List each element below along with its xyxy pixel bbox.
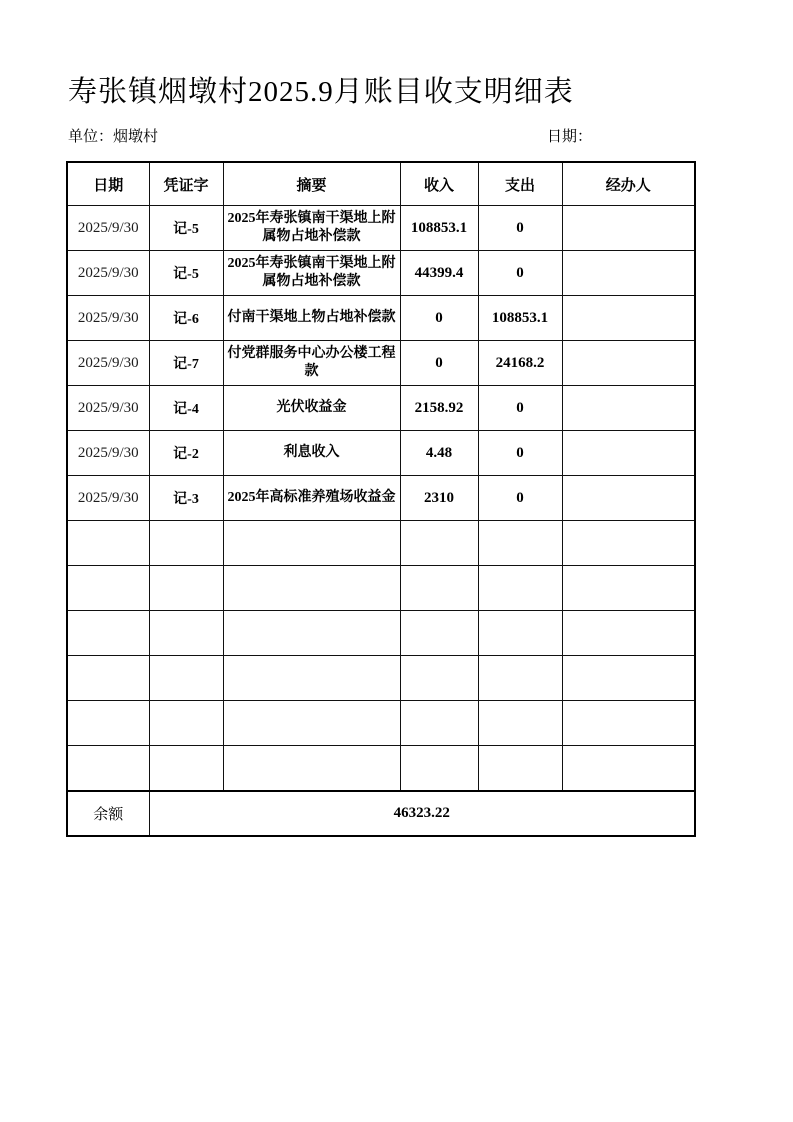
empty-cell [400,701,478,746]
empty-cell [223,746,400,792]
date-cell: 2025/9/30 [67,341,149,386]
voucher-cell: 记-7 [149,341,223,386]
empty-cell [67,746,149,792]
empty-cell [67,521,149,566]
empty-cell [149,566,223,611]
handler-cell [562,386,695,431]
table-row [67,296,695,341]
empty-cell [478,611,562,656]
voucher-cell: 记-4 [149,386,223,431]
empty-cell [562,566,695,611]
expense-cell: 0 [478,251,562,296]
empty-cell [400,566,478,611]
column-header-handler: 经办人 [562,162,695,206]
income-cell: 4.48 [400,431,478,476]
income-cell: 2158.92 [400,386,478,431]
empty-cell [149,611,223,656]
date-cell: 2025/9/30 [67,296,149,341]
expense-cell: 0 [478,206,562,251]
voucher-cell: 记-6 [149,296,223,341]
handler-cell [562,206,695,251]
table-row [67,476,695,521]
unit-label: 单位：烟墩村 [68,129,159,145]
empty-cell [149,746,223,792]
voucher-cell: 记-5 [149,206,223,251]
balance-row [67,791,695,836]
empty-cell [562,521,695,566]
page-title: 寿张镇烟墩村2025.9月账目收支明细表 [68,76,574,108]
empty-cell [400,746,478,792]
empty-cell [562,701,695,746]
empty-cell [223,566,400,611]
summary-cell: 2025年高标准养殖场收益金 [223,476,400,521]
summary-cell: 付党群服务中心办公楼工程款 [223,341,400,386]
summary-cell: 付南干渠地上物占地补偿款 [223,296,400,341]
empty-cell [400,521,478,566]
expense-cell: 0 [478,431,562,476]
empty-cell [223,521,400,566]
empty-cell [149,521,223,566]
summary-cell: 2025年寿张镇南干渠地上附属物占地补偿款 [223,251,400,296]
empty-cell [478,746,562,792]
table-row [67,341,695,386]
empty-cell [478,656,562,701]
income-cell: 0 [400,296,478,341]
balance-label: 余额 [67,791,149,836]
empty-cell [149,656,223,701]
empty-table-row [67,656,695,701]
empty-cell [478,566,562,611]
empty-cell [67,701,149,746]
income-cell: 108853.1 [400,206,478,251]
handler-cell [562,296,695,341]
handler-cell [562,431,695,476]
income-cell: 0 [400,341,478,386]
date-cell: 2025/9/30 [67,251,149,296]
empty-cell [400,611,478,656]
empty-cell [67,566,149,611]
column-header-expense: 支出 [478,162,562,206]
summary-cell: 利息收入 [223,431,400,476]
empty-table-row [67,521,695,566]
empty-cell [478,521,562,566]
handler-cell [562,341,695,386]
expense-cell: 24168.2 [478,341,562,386]
summary-cell: 光伏收益金 [223,386,400,431]
voucher-cell: 记-3 [149,476,223,521]
column-header-voucher: 凭证字 [149,162,223,206]
column-header-summary: 摘要 [223,162,400,206]
empty-cell [562,611,695,656]
date-cell: 2025/9/30 [67,476,149,521]
empty-cell [223,611,400,656]
date-cell: 2025/9/30 [67,386,149,431]
table-row [67,386,695,431]
date-cell: 2025/9/30 [67,206,149,251]
expense-cell: 0 [478,386,562,431]
empty-cell [478,701,562,746]
empty-cell [67,611,149,656]
date-label: 日期： [547,129,593,145]
empty-cell [223,701,400,746]
empty-cell [562,746,695,792]
column-header-date: 日期 [67,162,149,206]
table-row [67,431,695,476]
table-row [67,206,695,251]
balance-value: 46323.22 [149,791,695,836]
ledger-table [66,161,696,837]
empty-cell [223,656,400,701]
empty-cell [149,701,223,746]
empty-cell [400,656,478,701]
empty-table-row [67,746,695,792]
voucher-cell: 记-2 [149,431,223,476]
empty-cell [67,656,149,701]
table-row [67,251,695,296]
empty-table-row [67,566,695,611]
handler-cell [562,476,695,521]
table-header-row [67,162,695,206]
empty-table-row [67,701,695,746]
voucher-cell: 记-5 [149,251,223,296]
empty-cell [562,656,695,701]
column-header-income: 收入 [400,162,478,206]
expense-cell: 0 [478,476,562,521]
empty-table-row [67,611,695,656]
handler-cell [562,251,695,296]
expense-cell: 108853.1 [478,296,562,341]
summary-cell: 2025年寿张镇南干渠地上附属物占地补偿款 [223,206,400,251]
income-cell: 2310 [400,476,478,521]
date-cell: 2025/9/30 [67,431,149,476]
income-cell: 44399.4 [400,251,478,296]
